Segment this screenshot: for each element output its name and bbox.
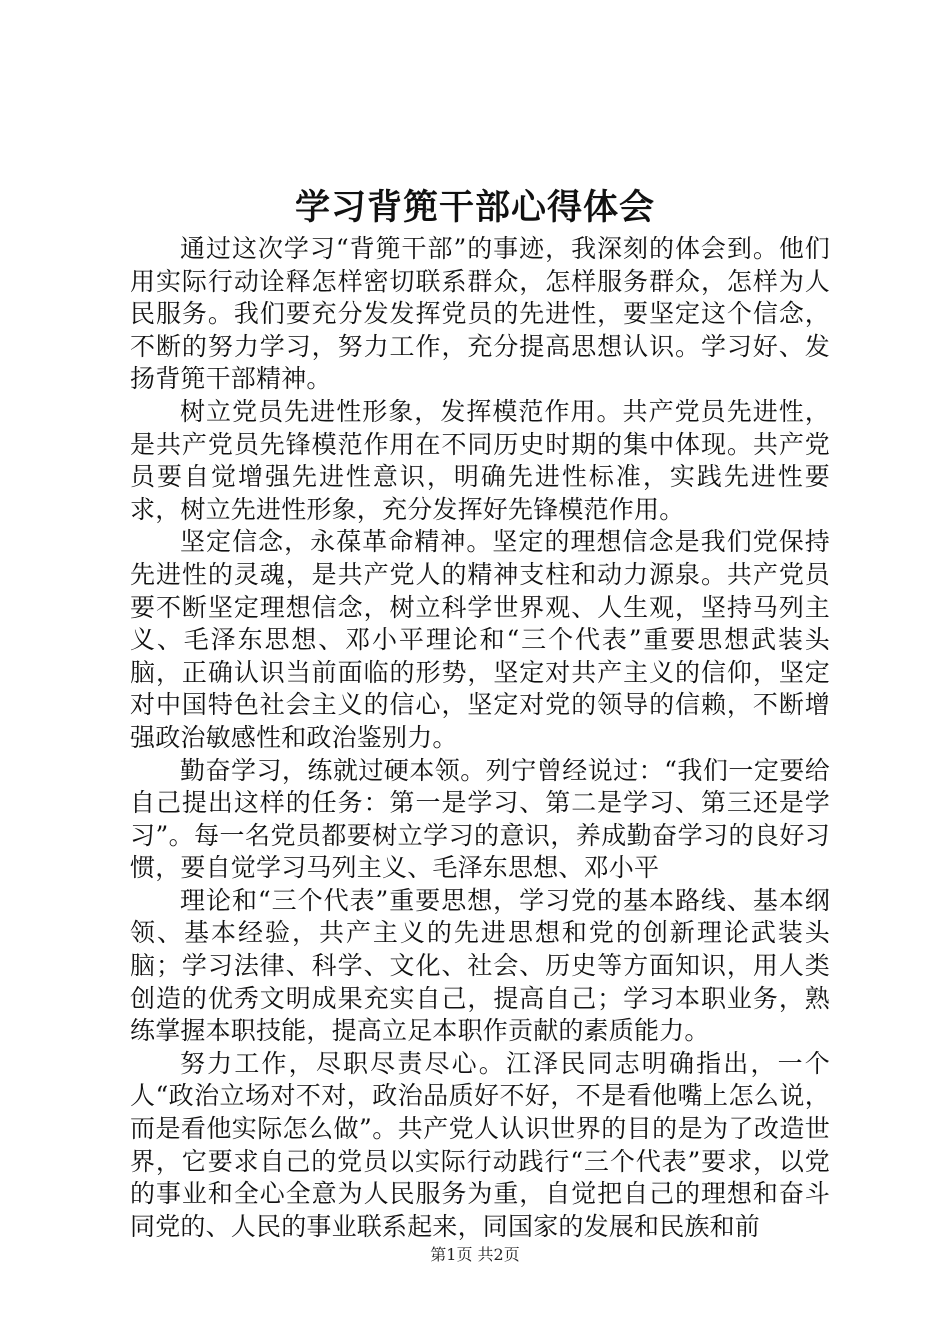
page-number-footer: 第1页 共2页 <box>430 1245 520 1264</box>
page-title: 学习背篼干部心得体会 <box>294 187 655 228</box>
paragraph-5: 理论和“三个代表”重要思想，学习党的基本路线、基本纲领、基本经验，共产主义的先进思想和党的创新理论武装头脑；学习法律、科学、文化、社会、历史等方面知识，用人类创造的优秀文明成果充实自己，提高自己；学习本职业务，熟练掌握本职技能，提高立足本职作贡献的素质能力。 <box>130 885 830 1046</box>
paragraph-3: 坚定信念，永葆革命精神。坚定的理想信念是我们党保持先进性的灵魂，是共产党人的精神支柱和动力源泉。共产党员要不断坚定理想信念，树立科学世界观、人生观，坚持马列主义、毛泽东思想、邓小平理论和“三个代表”重要思想武装头脑，正确认识当前面临的形势，坚定对共产主义的信仰，坚定对中国特色社会主义的信心，坚定对党的领导的信赖，不断增强政治敏感性和政治鉴别力。 <box>130 527 830 752</box>
paragraph-2: 树立党员先进性形象，发挥模范作用。共产党员先进性，是共产党员先锋模范作用在不同历史时期的集中体现。共产党员要自觉增强先进性意识，明确先进性标准，实践先进性要求，树立先进性形象，充分发挥好先锋模范作用。 <box>130 396 830 524</box>
paragraph-1: 通过这次学习“背篼干部”的事迹，我深刻的体会到。他们用实际行动诠释怎样密切联系群众，怎样服务群众，怎样为人民服务。我们要充分发发挥党员的先进性，要坚定这个信念，不断的努力学习，努力工作，充分提高思想认识。学习好、发扬背篼干部精神。 <box>130 234 830 394</box>
paragraph-6: 努力工作，尽职尽责尽心。江泽民同志明确指出，一个人“政治立场对不对，政治品质好不好，不是看他嘴上怎么说，而是看他实际怎么做”。共产党人认识世界的目的是为了改造世界，它要求自己的党员以实际行动践行“三个代表”要求，以党的事业和全心全意为人民服务为重，自觉把自己的理想和奋斗同党的、人民的事业联系起来，同国家的发展和民族和前 <box>130 1048 830 1241</box>
document-body <box>130 233 830 1243</box>
paragraph-4: 勤奋学习，练就过硬本领。列宁曾经说过：“我们一定要给自己提出这样的任务：第一是学习、第二是学习、第三还是学习”。每一名党员都要树立学习的意识，养成勤奋学习的良好习惯，要自觉学习马列主义、毛泽东思想、邓小平 <box>130 755 830 883</box>
